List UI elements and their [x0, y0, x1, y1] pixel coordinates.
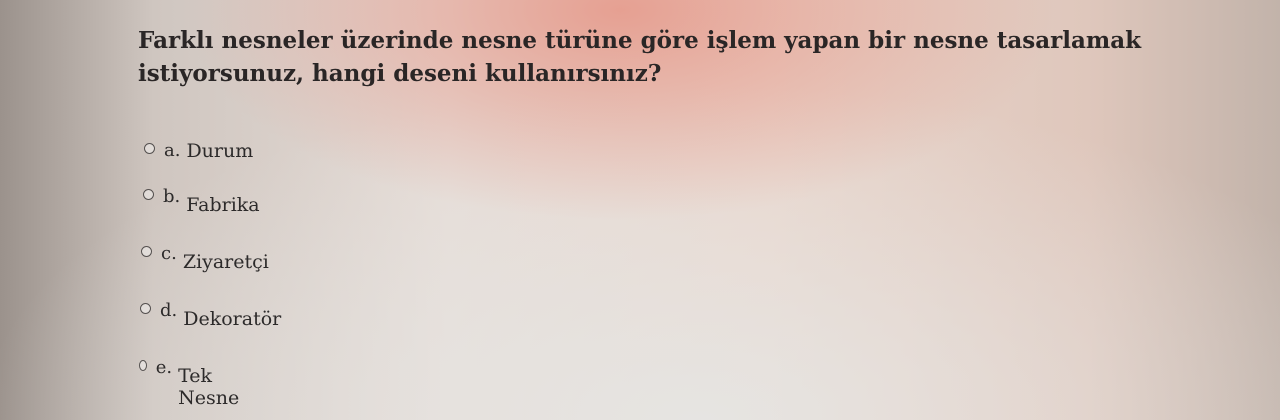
option-letter: b.: [163, 186, 181, 207]
option-letter: c.: [161, 243, 177, 264]
option-e[interactable]: [139, 357, 242, 409]
option-label: Tek Nesne: [178, 365, 240, 409]
option-label: Durum: [186, 140, 254, 162]
option-label: Ziyaretçi: [182, 251, 269, 273]
radio-button[interactable]: [143, 189, 154, 200]
option-label: Fabrika: [186, 194, 260, 216]
option-letter: a.: [164, 140, 181, 161]
radio-button[interactable]: [139, 360, 147, 371]
option-c[interactable]: [141, 243, 269, 273]
option-a[interactable]: [144, 140, 253, 162]
option-letter: d.: [160, 300, 178, 321]
radio-button[interactable]: [144, 143, 155, 154]
radio-button[interactable]: [140, 303, 151, 314]
option-label: Dekoratör: [183, 308, 282, 330]
radio-button[interactable]: [141, 246, 152, 257]
option-letter: e.: [155, 357, 173, 378]
question-text: Farklı nesneler üzerinde nesne türüne göre işlem yapan bir nesne tasarlamak istiyorsunuz, hangi deseni kullanırsınız?: [138, 27, 1142, 87]
option-b[interactable]: [143, 186, 260, 216]
option-d[interactable]: [140, 300, 281, 330]
